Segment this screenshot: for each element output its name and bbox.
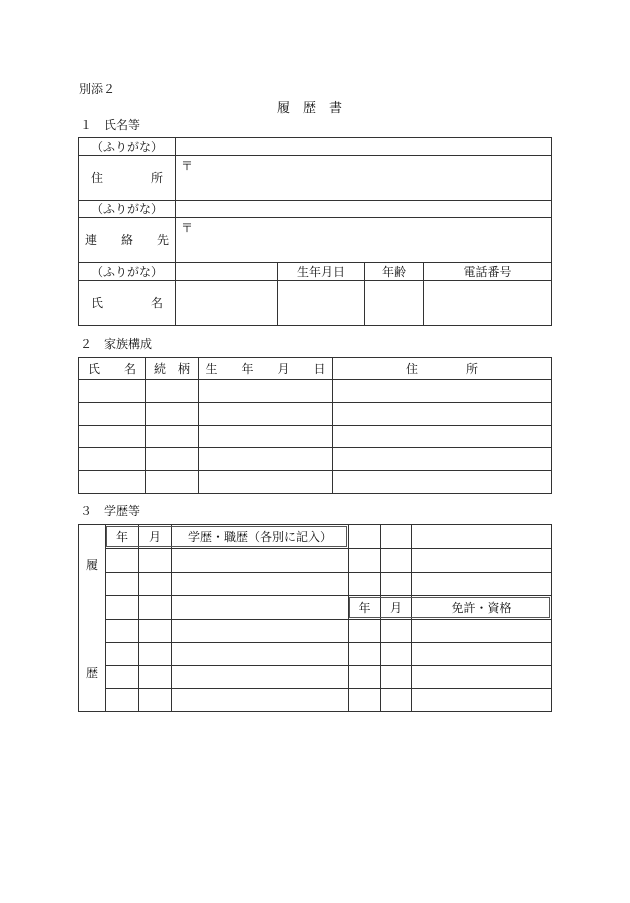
section2-heading: ２ 家族構成 [80, 337, 153, 351]
history-col-year: 年 [115, 529, 128, 544]
family-col-relationship: 続 柄 [153, 361, 190, 376]
phone-label: 電話番号 [463, 264, 512, 279]
name-label: 氏 名 [90, 296, 163, 310]
section3-heading: ３ 学歴等 [80, 504, 141, 518]
rireki-char-top: 履 [85, 558, 98, 572]
section1-heading: １ 氏名等 [80, 118, 141, 132]
rireki-char-bottom: 歴 [85, 666, 98, 680]
birthdate-label: 生年月日 [296, 264, 345, 279]
family-col-address: 住 所 [405, 361, 478, 376]
document-title: 履 歴 書 [277, 101, 343, 116]
postal-mark-contact: 〒 [181, 221, 194, 235]
history-col-month: 月 [148, 529, 161, 544]
furigana-label-address: （ふりがな） [90, 139, 163, 154]
furigana-label-name: （ふりがな） [90, 264, 163, 279]
attachment-label: 別添２ [79, 82, 116, 96]
postal-mark-address: 〒 [181, 159, 194, 173]
furigana-label-contact: （ふりがな） [90, 202, 163, 216]
license-col-qualification: 免許・資格 [451, 600, 512, 615]
license-col-year: 年 [358, 600, 371, 615]
age-label: 年齢 [381, 264, 406, 279]
license-col-month: 月 [389, 600, 402, 615]
contact-label: 連 絡 先 [84, 233, 169, 247]
family-col-name: 氏 名 [87, 361, 136, 376]
family-col-birthdate: 生 年 月 日 [205, 361, 326, 376]
address-label: 住 所 [90, 171, 163, 185]
history-col-details: 学歴・職歴（各別に記入） [187, 529, 332, 544]
